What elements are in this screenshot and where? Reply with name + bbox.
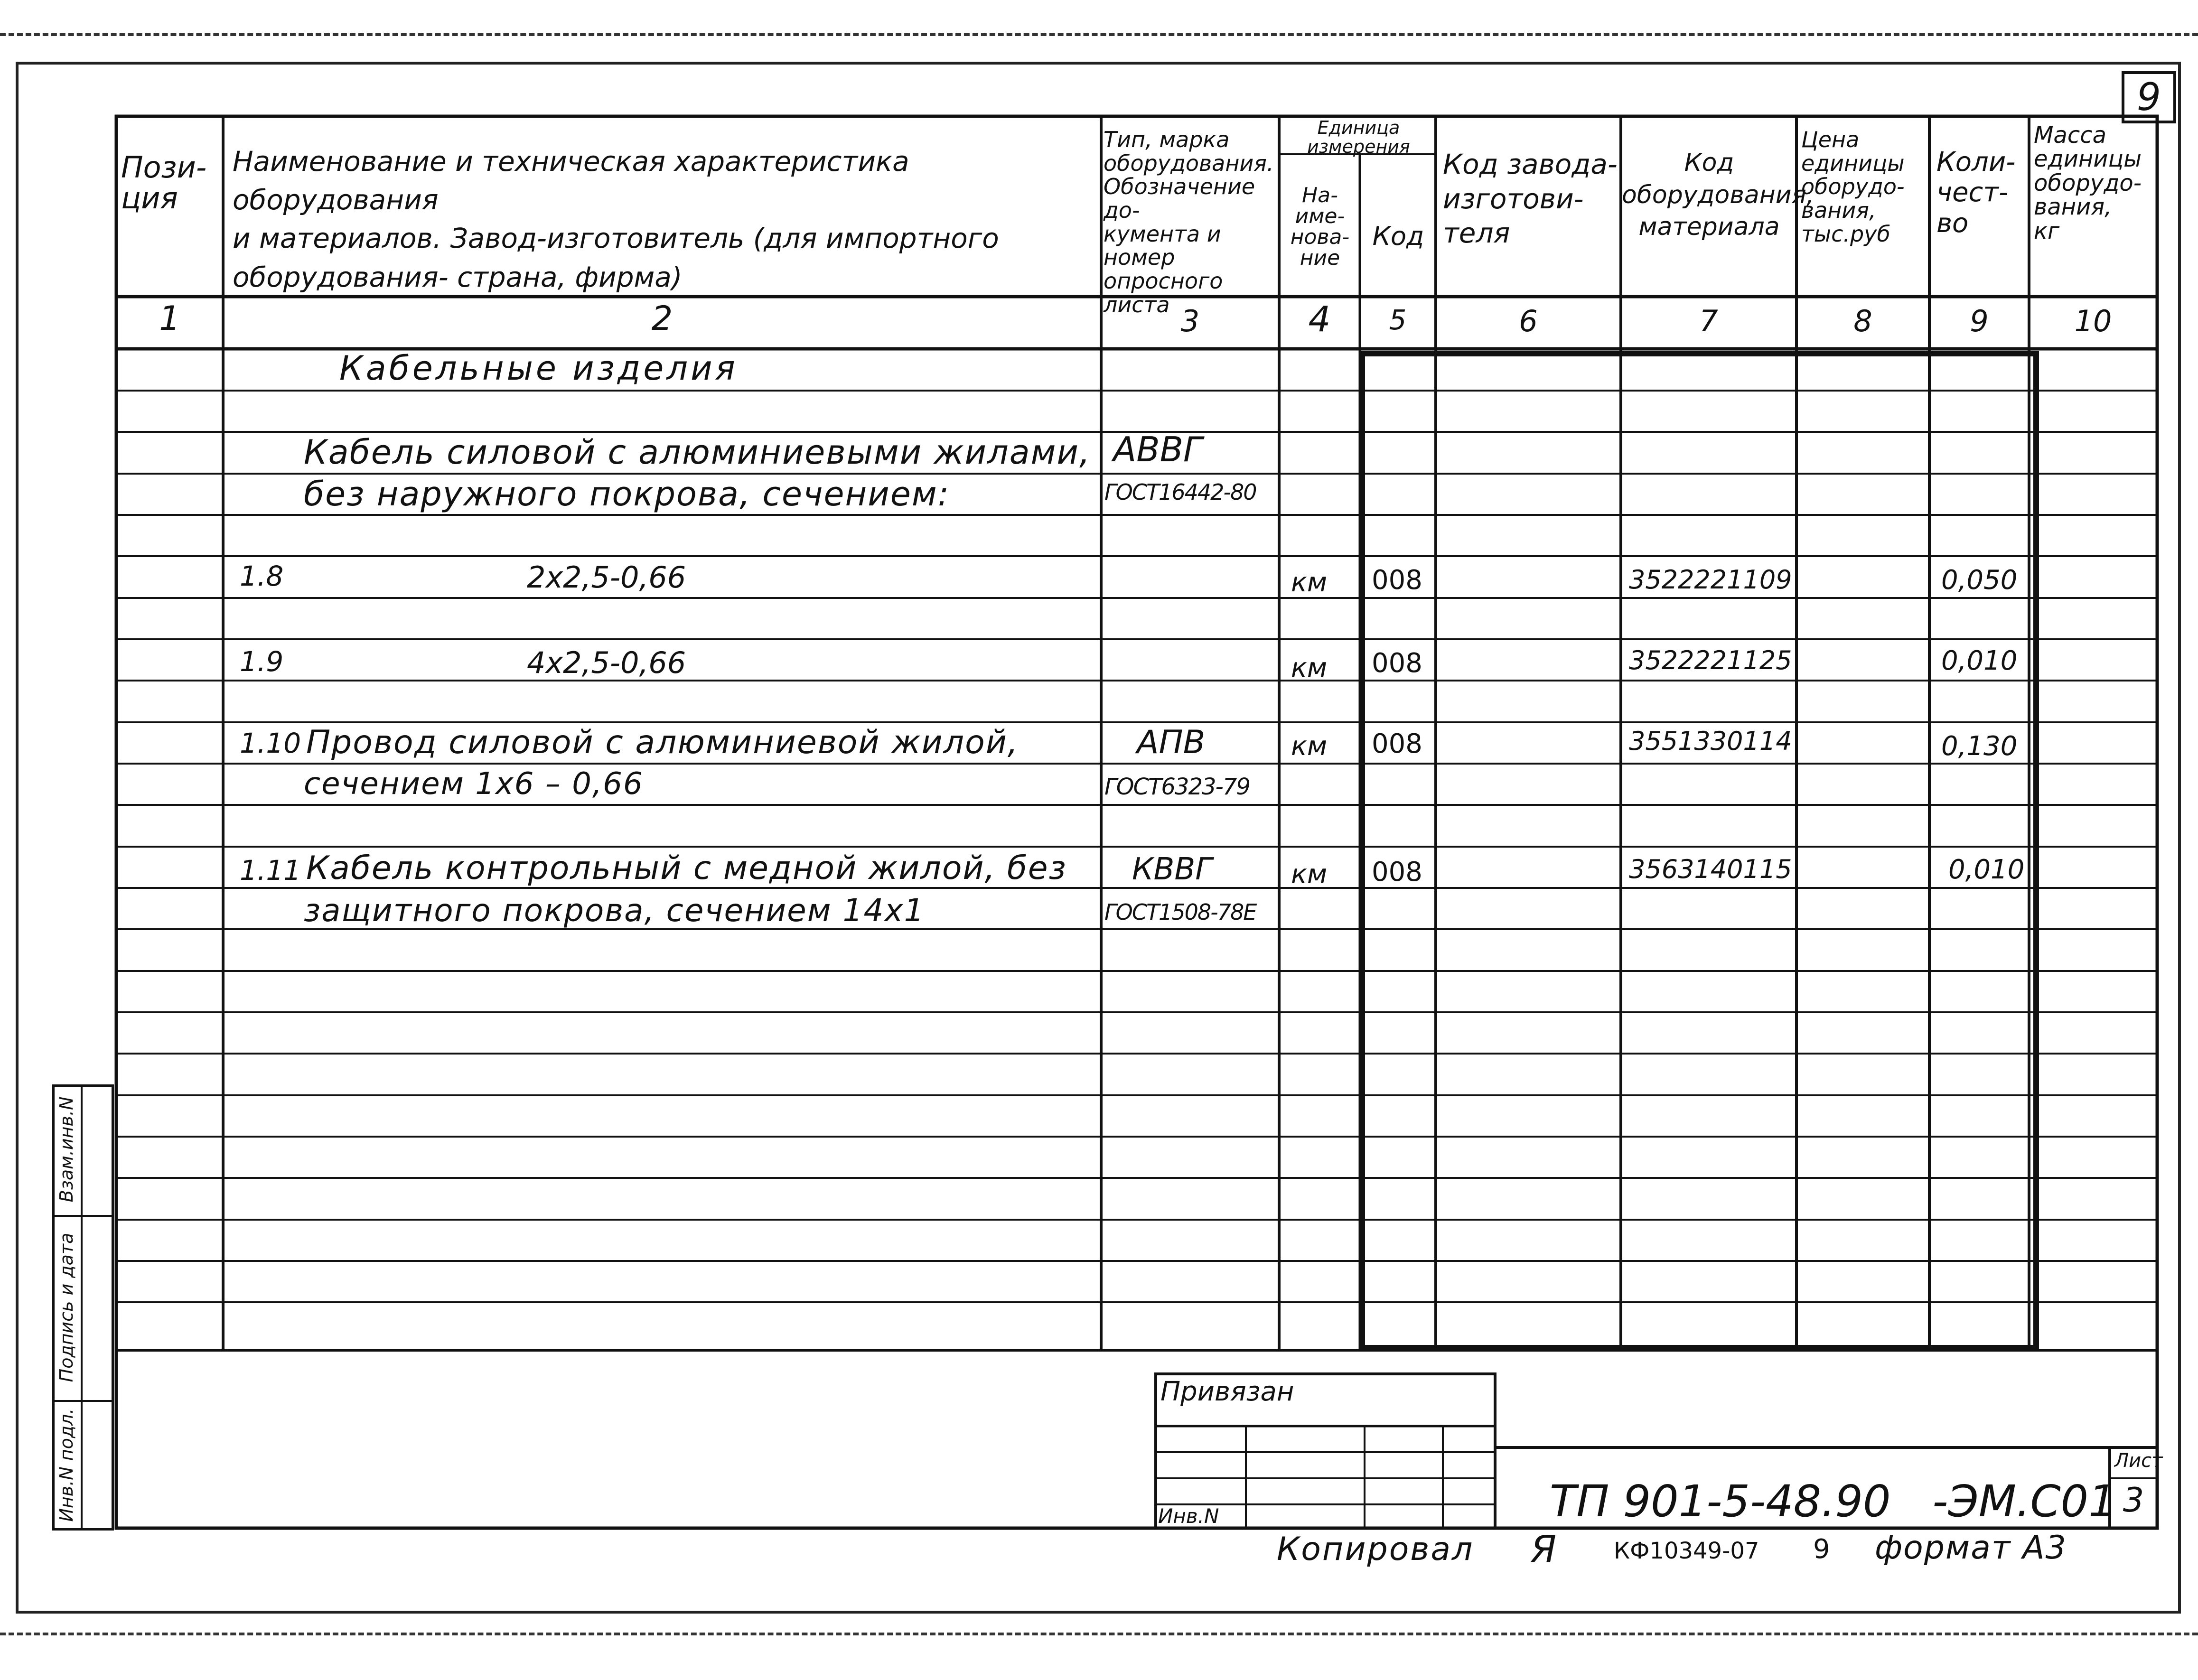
item-1-9-name: 4х2,5-0,66 (527, 645, 686, 680)
item-1-11-material-code: 3563140115 (1629, 854, 1792, 884)
stamp-doc-code: ТП 901-5-48.90 -ЭМ.С01 (1550, 1476, 2116, 1527)
header-factory-code: Код завода- изготови- теля (1443, 148, 1618, 249)
side-stamp-inv-podl: Инв.N подл. (56, 1408, 77, 1522)
column-number-1: 1 (159, 299, 180, 338)
item-1-10-name-line2: сечением 1х6 – 0,66 (304, 766, 644, 802)
item-1-9-material-code: 3522221125 (1629, 645, 1792, 675)
column-number-10: 10 (2074, 304, 2112, 338)
item-1-11-gost: ГОСТ1508-78Е (1104, 899, 1256, 925)
avvg-desc-line1: Кабель силовой с алюминиевыми жилами, (304, 433, 1091, 472)
header-position: Пози- ция (121, 150, 207, 216)
column-number-7: 7 (1699, 304, 1718, 338)
item-1-11-type: КВВГ (1132, 852, 1212, 887)
header-quantity: Коли- чест- во (1936, 147, 2016, 239)
header-mass: Масса единицы оборудо- вания, кг (2034, 122, 2142, 244)
avvg-gost: ГОСТ16442-80 (1104, 479, 1256, 505)
footer-order-code: КФ10349-07 (1614, 1538, 1759, 1564)
header-unit-code: Код (1372, 221, 1424, 251)
header-unit-name: На- име- нова- ние (1290, 183, 1350, 270)
column-number-9: 9 (1970, 304, 1989, 338)
column-number-2: 2 (651, 299, 673, 338)
item-1-8-name: 2х2,5-0,66 (527, 560, 686, 595)
item-1-11-name-line2: защитного покрова, сечением 14х1 (304, 892, 925, 929)
stamp-inv-n: Инв.N (1158, 1504, 1219, 1528)
item-1-8-qty: 0,050 (1941, 565, 2018, 596)
item-1-8-code: 008 (1372, 565, 1422, 596)
column-number-4: 4 (1308, 299, 1331, 340)
item-1-8-unit: км (1291, 567, 1328, 598)
item-1-9-qty: 0,010 (1941, 645, 2018, 676)
avvg-type: АВВГ (1113, 429, 1203, 469)
side-stamp-podpis-data: Подпись и дата (56, 1232, 77, 1382)
stamp-privyazan: Привязан (1160, 1376, 1294, 1407)
item-1-8-material-code: 3522221109 (1629, 565, 1792, 595)
item-1-8-pos: 1.8 (240, 560, 284, 592)
header-price: Цена единицы оборудо- вания, тыс.руб (1801, 127, 1905, 247)
item-1-9-pos: 1.9 (240, 645, 284, 678)
header-type: Тип, марка оборудования. Обозначение до- кумента и номер опросного листа (1104, 127, 1274, 317)
item-1-9-unit: км (1291, 653, 1328, 683)
avvg-desc-line2: без наружного покрова, сечением: (304, 475, 950, 513)
item-1-10-name-line1: Провод силовой с алюминиевой жилой, (306, 724, 1019, 761)
item-1-11-code: 008 (1372, 857, 1422, 887)
stamp-list-label: Лист (2114, 1450, 2163, 1472)
item-1-10-pos: 1.10 (240, 727, 301, 759)
sheet-page-number: 9 (2137, 75, 2161, 119)
column-number-6: 6 (1519, 304, 1538, 338)
column-number-8: 8 (1853, 304, 1872, 338)
item-1-10-qty: 0,130 (1941, 731, 2018, 762)
footer-format: формат А3 (1875, 1529, 2067, 1567)
footer-number: 9 (1813, 1534, 1830, 1565)
stamp-list-number: 3 (2123, 1481, 2144, 1520)
item-1-10-material-code: 3551330114 (1629, 726, 1792, 756)
item-1-11-unit: км (1291, 859, 1328, 890)
item-1-10-unit: км (1291, 731, 1328, 762)
item-1-10-gost: ГОСТ6323-79 (1104, 774, 1250, 800)
footer-kopiroval: Копировал (1277, 1531, 1474, 1568)
side-stamp-vzam-inv: Взам.инв.N (56, 1096, 77, 1203)
item-1-11-qty: 0,010 (1948, 854, 2025, 885)
header-material-code: Код оборудования, материала (1622, 149, 1815, 242)
header-name: Наименование и техническая характеристика оборудования и материалов. Завод-изготовитель (для импортного оборудования- страна, фирма) (233, 145, 999, 293)
item-1-10-type: АПВ (1137, 724, 1206, 761)
column-number-3: 3 (1180, 304, 1200, 338)
item-1-9-code: 008 (1372, 648, 1422, 679)
header-unit-group: Единица измерения (1307, 117, 1410, 157)
section-title: Кабельные изделия (339, 349, 738, 388)
column-number-5: 5 (1389, 304, 1407, 336)
item-1-10-code: 008 (1372, 728, 1422, 759)
footer-signature: Я (1531, 1528, 1557, 1571)
item-1-11-name-line1: Кабель контрольный с медной жилой, без (306, 849, 1067, 887)
item-1-11-pos: 1.11 (240, 854, 301, 887)
bold-data-box (1362, 354, 2036, 1348)
